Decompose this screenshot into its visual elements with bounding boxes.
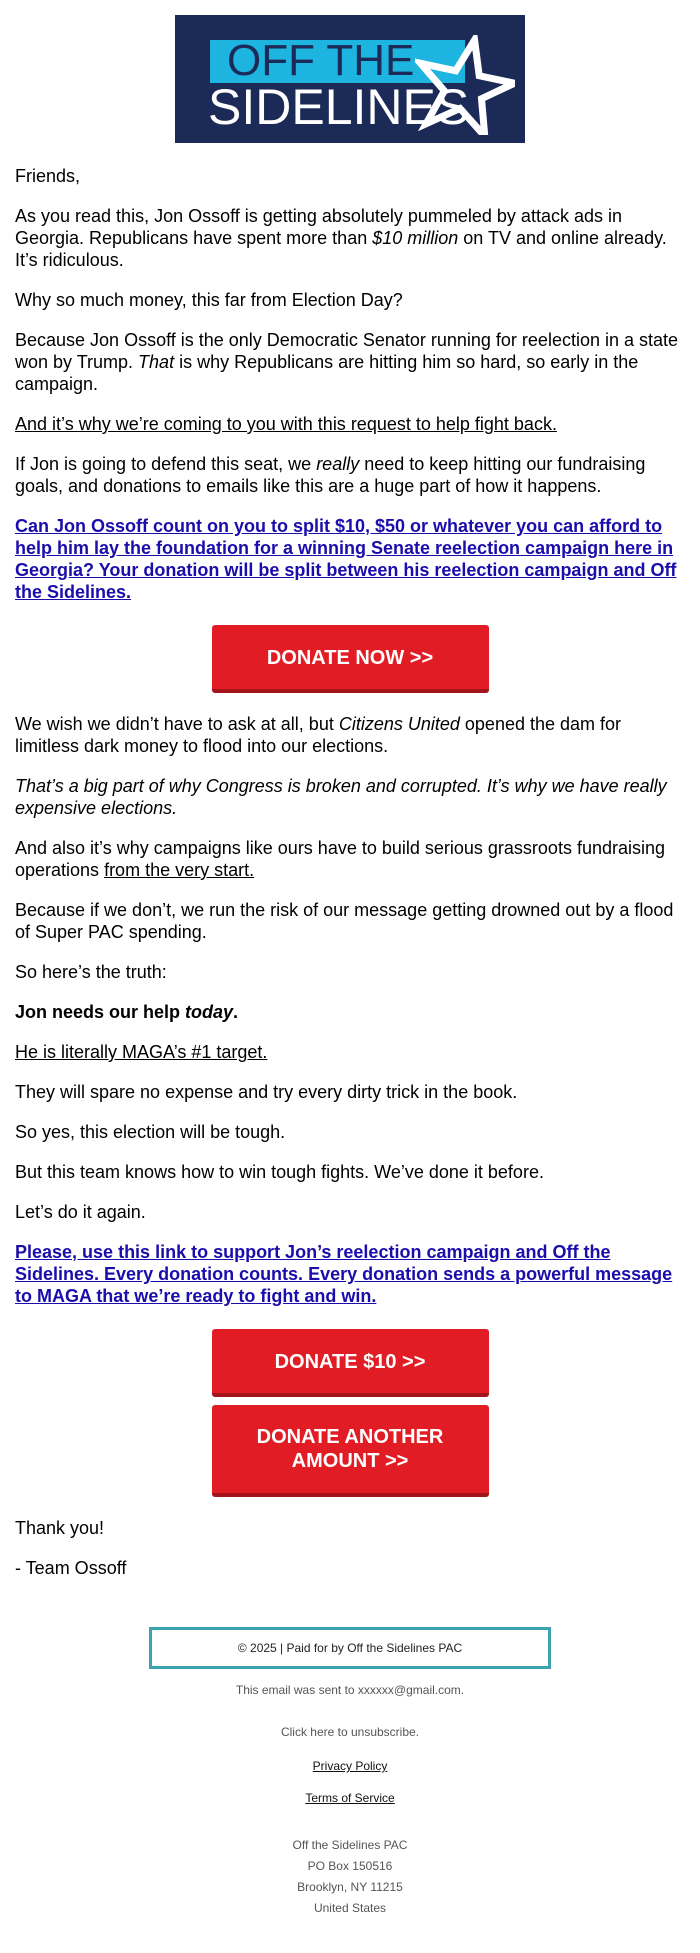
text: . (233, 1002, 239, 1022)
emphasis: $10 million (372, 228, 459, 248)
address-line3: Brooklyn, NY 11215 (297, 1880, 403, 1894)
logo-line2: SIDELINES (208, 79, 470, 135)
paragraph-truth: So here’s the truth: (15, 962, 167, 982)
footer (0, 1627, 700, 1919)
text: opened the dam for limitless dark money to flood into our elections. (15, 714, 622, 756)
paid-for-box: © 2025 | Paid for by Off the Sidelines PAC (149, 1627, 551, 1669)
text: is why Republicans are hitting him so hard, so early in the campaign. (15, 352, 639, 394)
text: Jon needs our help (15, 1002, 186, 1022)
paragraph-congress-broken: That’s a big part of why Congress is broken and corrupted. It’s why we have really expensive elections. (15, 776, 667, 818)
paragraph-because (15, 329, 685, 395)
donate-10-button[interactable]: DONATE $10 >> (212, 1329, 489, 1397)
donate-now-button[interactable]: DONATE NOW >> (212, 625, 489, 693)
paragraph-maga-target: He is literally MAGA’s #1 target. (15, 1042, 268, 1062)
donate-another-amount-button[interactable] (212, 1405, 489, 1497)
unsubscribe-link[interactable]: Click here to unsubscribe. (280, 1725, 420, 1739)
text: As you read this, Jon Ossoff is getting absolutely pummeled by attack ads in Georgia. Republicans have spent more than (15, 206, 622, 248)
emphasis: today (185, 1002, 234, 1022)
star-outline-icon (415, 35, 515, 135)
text: on TV and online already. It’s ridiculous. (15, 228, 667, 270)
donate-buttons-wrap (15, 1329, 685, 1497)
paragraph-tough: So yes, this election will be tough. (15, 1122, 286, 1142)
donate-link-split[interactable]: Can Jon Ossoff count on you to split $10, $50 or whatever you can afford to help him lay the foundation for a winning Senate reelection campaign here in Georgia? Your donation will be split between his reelection campaign and Off the Sidelines. (15, 516, 677, 602)
text: We wish we didn’t have to ask at all, but (15, 714, 339, 734)
mailing-address (293, 1835, 408, 1919)
paragraph-dirty-trick: They will spare no expense and try every dirty trick in the book. (15, 1082, 518, 1102)
emphasis: Citizens United (338, 714, 460, 734)
paragraph-why-money: Why so much money, this far from Election Day? (15, 290, 403, 310)
paragraph-win-fights: But this team knows how to win tough fights. We’ve done it before. (15, 1162, 544, 1182)
text: Because Jon Ossoff is the only Democratic Senator running for reelection in a state won by Trump. (15, 330, 679, 372)
emphasis: really (316, 454, 360, 474)
button-line2: AMOUNT >> (291, 1450, 409, 1472)
emphasis: That (138, 352, 175, 372)
signature: - Team Ossoff (15, 1558, 127, 1578)
paragraph-do-it-again: Let’s do it again. (15, 1202, 146, 1222)
paragraph-needs-help (15, 1001, 685, 1023)
donate-link-support[interactable]: Please, use this link to support Jon’s reelection campaign and Off the Sidelines. Every donation counts. Every donation sends a powerful message to MAGA that we’re ready to fight and win. (15, 1242, 673, 1306)
paragraph-grassroots (15, 837, 685, 881)
terms-of-service-link[interactable]: Terms of Service (305, 1791, 395, 1805)
paragraph-super-pac: Because if we don’t, we run the risk of our message getting drowned out by a flood of Super PAC spending. (15, 900, 674, 942)
thank-you: Thank you! (15, 1518, 105, 1538)
address-line4: United States (313, 1901, 387, 1915)
greeting: Friends, (15, 166, 81, 186)
email-body (0, 165, 700, 1579)
header-logo-wrap (0, 0, 700, 143)
paragraph-defend-seat (15, 453, 685, 497)
paragraph-request: And it’s why we’re coming to you with this request to help fight back. (15, 414, 557, 434)
address-line2: PO Box 150516 (307, 1859, 393, 1873)
logo-line1: OFF THE (227, 36, 415, 85)
privacy-policy-link[interactable]: Privacy Policy (312, 1759, 388, 1773)
text: If Jon is going to defend this seat, we (15, 454, 317, 474)
address-line1: Off the Sidelines PAC (292, 1838, 408, 1852)
underlined-text: from the very start. (104, 860, 255, 880)
sent-to-text: This email was sent to xxxxxx@gmail.com. (235, 1683, 465, 1697)
paragraph-attack-ads (15, 205, 685, 271)
donate-now-wrap (15, 625, 685, 693)
paragraph-citizens-united (15, 713, 685, 757)
text: need to keep hitting our fundraising goals, and donations to emails like this are a huge part of how it happens. (15, 454, 646, 496)
text: And also it’s why campaigns like ours have to build serious grassroots fundraising operations (15, 838, 666, 880)
button-line1: DONATE ANOTHER (256, 1426, 444, 1448)
off-the-sidelines-logo (175, 15, 525, 143)
